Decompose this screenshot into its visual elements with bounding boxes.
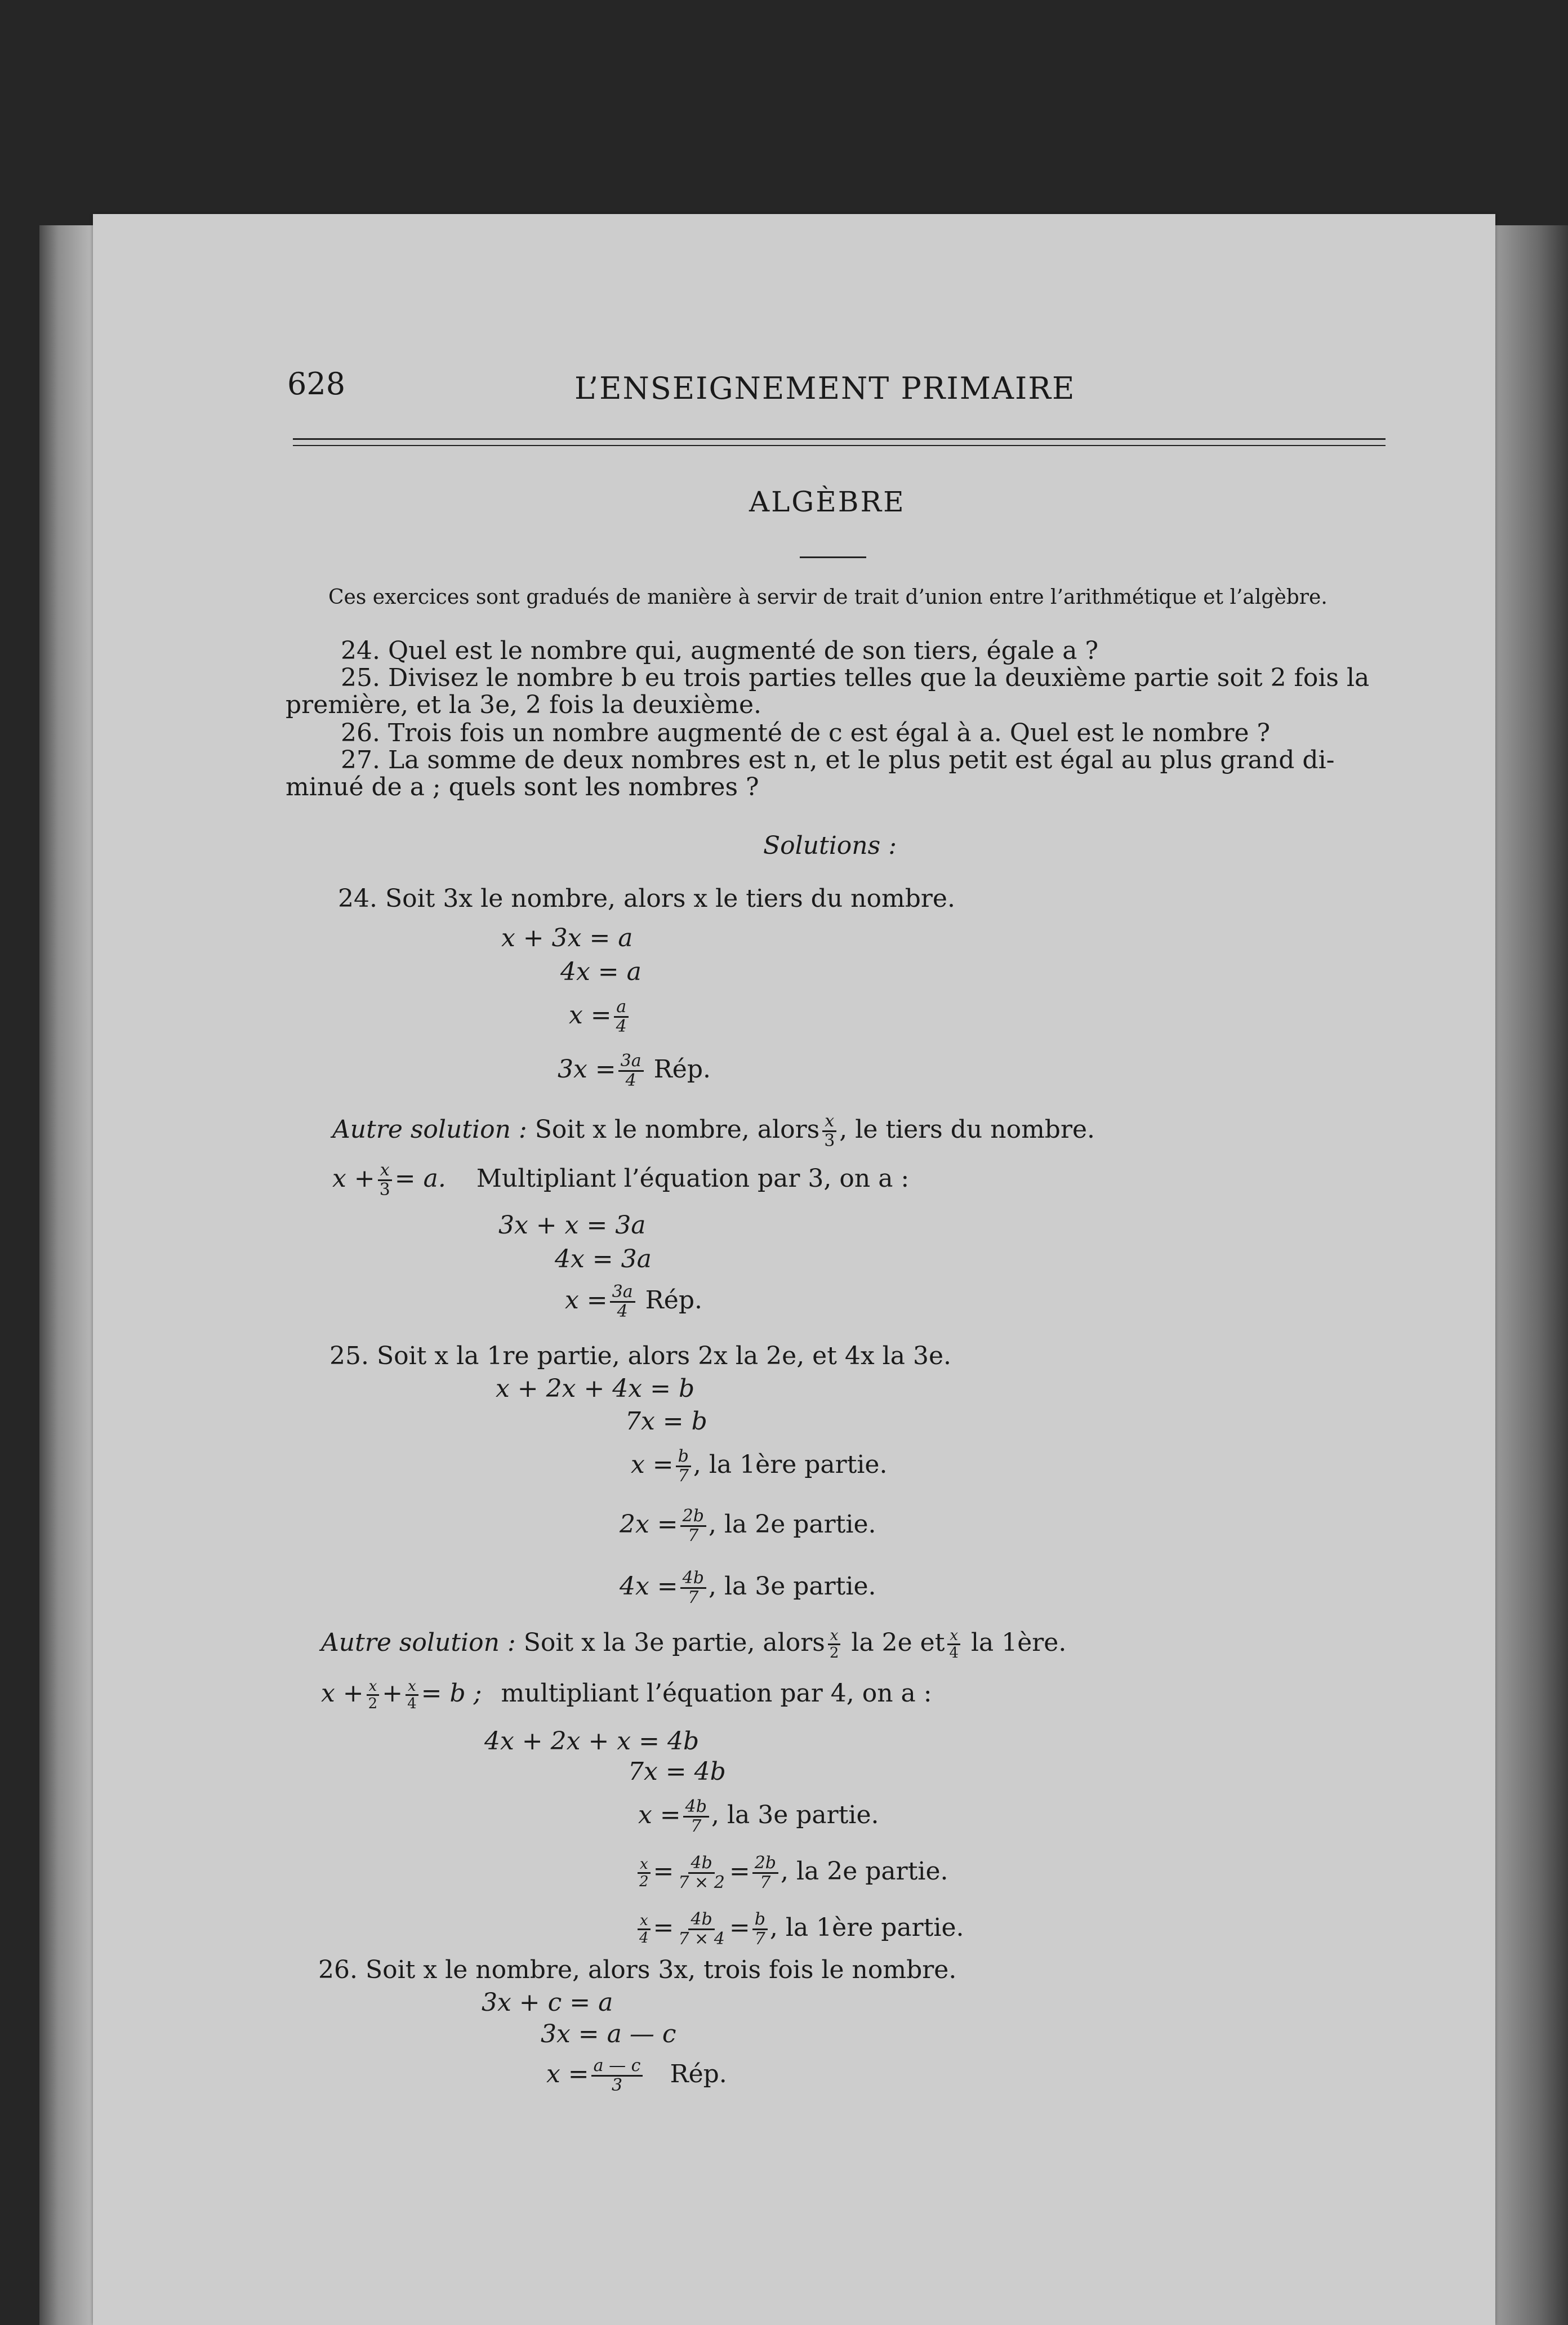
s24-rep: Rép. [653, 1055, 711, 1084]
s24-eq4 [558, 1052, 711, 1090]
book-page [93, 214, 1495, 2325]
s25-alt-eq4-fraction1 [637, 1856, 651, 1890]
fraction-denominator: 3 [379, 1180, 390, 1200]
fraction-numerator: x [828, 1628, 841, 1645]
fraction-numerator: x [947, 1628, 960, 1645]
fraction-denominator: 2 [639, 1873, 649, 1890]
intro-text: Ces exercices sont gradués de manière à servir de trait d’union entre l’arithmétique et l’algèbre. [328, 586, 1328, 609]
s25-alt-eq4-text: , la 2e partie. [780, 1857, 948, 1886]
fraction-numerator: 4b [688, 1854, 714, 1874]
s25-eq5-fraction [680, 1569, 706, 1607]
s26-eq1: 3x + c = a [482, 1988, 613, 2017]
s26-eq3-fraction [591, 2057, 643, 2095]
s25-alt-eq-rhs: = b ; [421, 1679, 482, 1708]
s25-eq1: x + 2x + 4x = b [496, 1374, 695, 1403]
s24-alt-rep: Rép. [645, 1286, 702, 1315]
s25-eq3-fraction [676, 1447, 691, 1485]
fraction-numerator: 4b [683, 1798, 709, 1818]
exercise-25-line1: 25. Divisez le nombre b eu trois parties telles que la deuxième partie soit 2 fois la [341, 663, 1370, 692]
s25-alt-text3: la 1ère. [970, 1628, 1067, 1657]
exercise-27-line2: minué de a ; quels sont les nombres ? [286, 773, 759, 801]
s25-alt-eq1: 4x + 2x + x = 4b [484, 1727, 700, 1756]
s25-alt-eq5-equals: = [653, 1913, 674, 1942]
fraction-denominator: 4 [407, 1695, 417, 1712]
fraction-numerator: 4b [680, 1569, 706, 1589]
fraction-denominator: 4 [617, 1302, 628, 1321]
s25-alt-eq5-fraction2 [676, 1910, 727, 1948]
journal-title: L’ENSEIGNEMENT PRIMAIRE [574, 371, 1076, 406]
s25-alt-eq4-equals: = [653, 1857, 674, 1886]
fraction-denominator: 7 × 4 [678, 1929, 725, 1949]
s25-eq4-text: , la 2e partie. [708, 1510, 876, 1539]
fraction-denominator: 4 [616, 1017, 627, 1036]
s25-eq3 [631, 1447, 887, 1485]
page-number: 628 [287, 366, 346, 402]
fraction-numerator: x [378, 1161, 392, 1181]
s25-alt-eq-fraction2 [405, 1678, 419, 1712]
s25-alt-fraction2 [947, 1628, 961, 1661]
fraction-numerator: b [676, 1447, 691, 1467]
s25-eq4-fraction [680, 1507, 706, 1545]
s24-eq2: 4x = a [560, 957, 642, 986]
s25-intro: 25. Soit x la 1re partie, alors 2x la 2e, et 4x la 3e. [329, 1342, 951, 1370]
s26-rep: Rép. [670, 2060, 727, 2088]
fraction-numerator: x [406, 1678, 418, 1696]
s25-alt-text1: Soit x la 3e partie, alors [523, 1628, 825, 1657]
s24-alt-eq-lhs: x + [332, 1164, 375, 1193]
s25-alt-text2: la 2e et [851, 1628, 945, 1657]
s25-alt-equation [321, 1678, 932, 1712]
s25-alt-eq5-text: , la 1ère partie. [769, 1913, 964, 1942]
exercise-25-line2: première, et la 3e, 2 fois la deuxième. [286, 691, 762, 719]
s25-alt-eq3 [638, 1798, 879, 1836]
fraction-numerator: x [822, 1112, 836, 1132]
fraction-numerator: a [614, 998, 629, 1018]
s25-alt-eq5 [635, 1910, 964, 1948]
fraction-numerator: x [638, 1856, 651, 1874]
s24-alt-eq3-fraction [610, 1283, 635, 1321]
s25-alt-eq3-lhs: x = [638, 1801, 681, 1829]
section-title: ALGÈBRE [749, 486, 906, 518]
s25-alt-label: Autre solution : [321, 1628, 516, 1657]
s25-alt-eq-fraction1 [366, 1678, 380, 1712]
s24-alt-eq1: 3x + x = 3a [498, 1211, 646, 1240]
s24-alt-eq3 [565, 1283, 702, 1321]
s24-alt-eq-rhs: = a. [394, 1164, 446, 1193]
s25-alt-eq-plus: + [382, 1679, 403, 1708]
s24-eq3-fraction [614, 998, 629, 1036]
fraction-numerator: 4b [688, 1910, 714, 1930]
s25-eq5 [620, 1569, 876, 1607]
s24-intro: 24. Soit 3x le nombre, alors x le tiers du nombre. [338, 884, 955, 913]
s25-alt-eq5-fraction3 [752, 1910, 768, 1948]
exercise-27-line1: 27. La somme de deux nombres est n, et le plus petit est égal au plus grand di- [341, 746, 1335, 774]
fraction-numerator: a — c [591, 2057, 643, 2077]
fraction-numerator: 2b [680, 1507, 706, 1527]
fraction-denominator: 2 [368, 1695, 378, 1712]
right-page-edge [1495, 225, 1568, 2325]
s25-alt-eq5-fraction1 [637, 1913, 651, 1946]
fraction-numerator: x [638, 1913, 651, 1930]
fraction-numerator: 2b [752, 1854, 778, 1874]
s26-eq2: 3x = a — c [541, 2020, 676, 2048]
s25-alt-multiply: multipliant l’équation par 4, on a : [501, 1679, 932, 1708]
s25-eq4 [620, 1507, 876, 1545]
fraction-numerator: 3a [618, 1052, 644, 1072]
fraction-numerator: x [367, 1678, 380, 1696]
fraction-denominator: 4 [639, 1930, 649, 1947]
fraction-denominator: 7 [678, 1466, 689, 1486]
fraction-denominator: 7 [688, 1526, 699, 1545]
exercise-26: 26. Trois fois un nombre augmenté de c est égal à a. Quel est le nombre ? [341, 719, 1271, 747]
s26-eq3-lhs: x = [546, 2060, 589, 2088]
s25-alt-eq4-equals2: = [729, 1857, 750, 1886]
s26-intro: 26. Soit x le nombre, alors 3x, trois fois le nombre. [318, 1956, 957, 1984]
s25-alt-eq-a: x + [321, 1679, 364, 1708]
s25-alt-eq4-fraction2 [676, 1854, 727, 1892]
fraction-denominator: 7 [760, 1873, 771, 1892]
fraction-numerator: b [752, 1910, 768, 1930]
fraction-denominator: 7 [754, 1929, 765, 1949]
left-page-edge [39, 225, 93, 2325]
s24-alt-text1: Soit x le nombre, alors [534, 1115, 820, 1144]
s24-alt-fraction [822, 1112, 837, 1150]
s25-alt-eq2: 7x = 4b [628, 1757, 726, 1786]
fraction-denominator: 7 [691, 1816, 702, 1836]
s24-alt-eq3-lhs: x = [565, 1286, 608, 1315]
s24-eq3-lhs: x = [569, 1001, 612, 1030]
s25-alt-eq4 [635, 1854, 948, 1892]
s25-alt-eq3-fraction [683, 1798, 709, 1836]
s24-eq3 [569, 998, 631, 1036]
s25-alt-eq4-fraction3 [752, 1854, 778, 1892]
s25-eq2: 7x = b [625, 1407, 707, 1436]
s25-eq4-lhs: 2x = [620, 1510, 678, 1539]
s24-eq4-fraction [618, 1052, 644, 1090]
s25-eq5-lhs: 4x = [620, 1572, 678, 1601]
fraction-denominator: 3 [612, 2075, 623, 2095]
solutions-heading: Solutions : [763, 831, 897, 860]
exercise-24: 24. Quel est le nombre qui, augmenté de son tiers, égale a ? [341, 636, 1099, 665]
s25-alt-eq5-equals2: = [729, 1913, 750, 1942]
s25-alt-fraction1 [827, 1628, 841, 1661]
s25-eq5-text: , la 3e partie. [708, 1572, 876, 1601]
fraction-denominator: 2 [829, 1645, 839, 1662]
s25-eq3-lhs: x = [631, 1450, 674, 1479]
s24-alt-eq2: 4x = 3a [555, 1245, 652, 1273]
s25-alt-line [321, 1628, 1066, 1661]
s24-alt-eq-fraction [377, 1161, 393, 1199]
fraction-denominator: 3 [824, 1131, 835, 1151]
s25-eq3-text: , la 1ère partie. [693, 1450, 888, 1479]
header-rule-top [293, 438, 1386, 440]
s24-alt-equation [332, 1161, 909, 1199]
s24-alt-text2: , le tiers du nombre. [839, 1115, 1095, 1144]
s24-eq4-lhs: 3x = [558, 1055, 616, 1084]
s24-alt-line [332, 1112, 1095, 1150]
header-rule-bottom [293, 445, 1386, 446]
fraction-denominator: 7 [688, 1588, 699, 1607]
fraction-denominator: 7 × 2 [678, 1873, 725, 1892]
s24-alt-label: Autre solution : [332, 1115, 527, 1144]
fraction-numerator: 3a [610, 1283, 635, 1303]
s24-alt-multiply: Multipliant l’équation par 3, on a : [476, 1164, 910, 1193]
s25-alt-eq3-text: , la 3e partie. [711, 1801, 879, 1829]
fraction-denominator: 4 [949, 1645, 959, 1662]
s26-eq3 [546, 2057, 727, 2095]
fraction-denominator: 4 [625, 1071, 636, 1090]
s24-eq1: x + 3x = a [501, 924, 633, 952]
section-divider [800, 556, 866, 558]
